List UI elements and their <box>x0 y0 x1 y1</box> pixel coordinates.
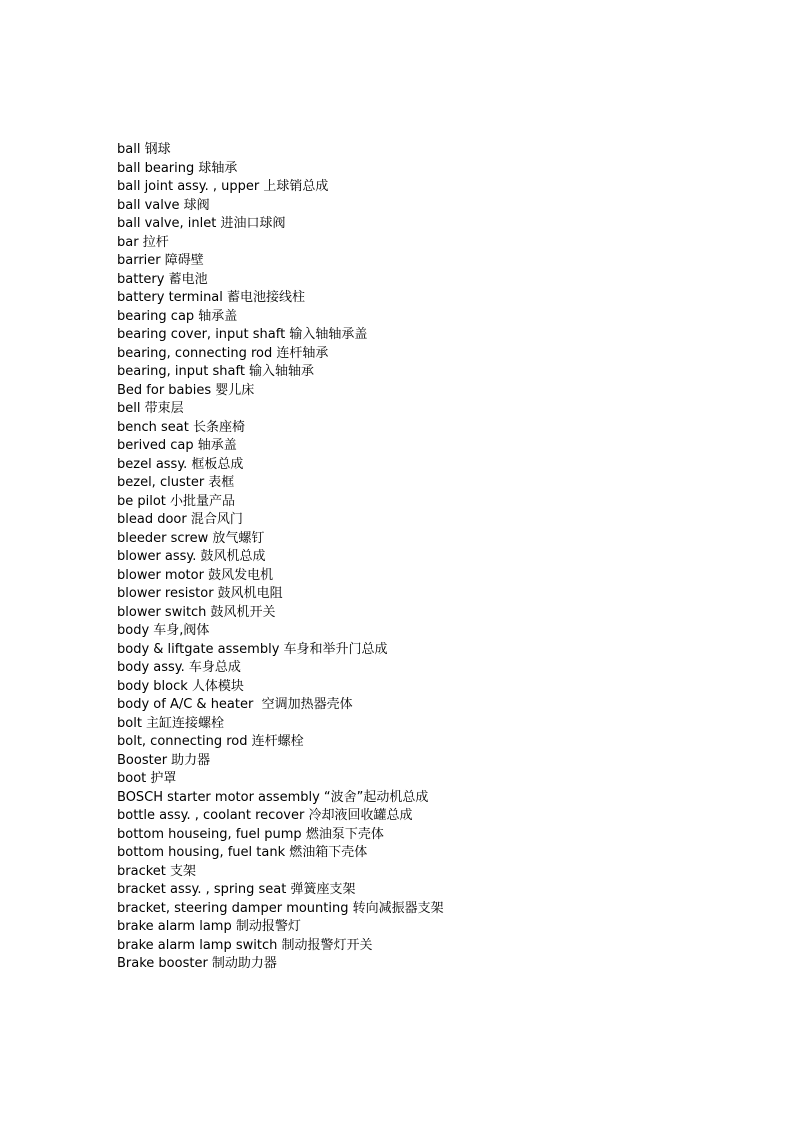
glossary-entry: blower motor 鼓风发电机 <box>117 567 274 583</box>
glossary-entry: bearing, input shaft 输入轴轴承 <box>117 364 315 379</box>
glossary-entry: blower switch 鼓风机开关 <box>117 604 276 620</box>
glossary-entry: berived cap 轴承盖 <box>117 438 237 453</box>
glossary-entry: bracket, steering damper mounting 转向减振器支架 <box>117 900 444 916</box>
glossary-entry: bell 带束层 <box>117 401 184 416</box>
glossary-entry: bearing, connecting rod 连杆轴承 <box>117 345 329 361</box>
glossary-entry: ball valve, inlet 进油口球阀 <box>117 216 286 231</box>
glossary-entry: blower assy. 鼓风机总成 <box>117 549 266 564</box>
glossary-entry: brake alarm lamp 制动报警灯 <box>117 919 301 934</box>
glossary-entry: brake alarm lamp switch 制动报警灯开关 <box>117 937 373 953</box>
glossary-entry: bleeder screw 放气螺钉 <box>117 530 265 546</box>
glossary-entry: bearing cap 轴承盖 <box>117 308 238 324</box>
glossary-entry: blower resistor 鼓风机电阻 <box>117 586 283 601</box>
glossary-entry: battery terminal 蓄电池接线柱 <box>117 290 306 305</box>
glossary-entry: be pilot 小批量产品 <box>117 493 236 509</box>
glossary-entry: bottom houseing, fuel pump 燃油泵下壳体 <box>117 826 384 842</box>
glossary-entry: body 车身,阀体 <box>117 623 210 638</box>
glossary-entry: battery 蓄电池 <box>117 271 208 287</box>
glossary-entry: ball valve 球阀 <box>117 197 210 213</box>
glossary-entry: bezel assy. 框板总成 <box>117 456 244 472</box>
glossary-entry: bottom housing, fuel tank 燃油箱下壳体 <box>117 845 368 860</box>
glossary-list <box>117 141 444 974</box>
glossary-entry: body of A/C & heater 空调加热器壳体 <box>117 697 353 712</box>
glossary-entry: Booster 助力器 <box>117 752 211 768</box>
glossary-entry: ball bearing 球轴承 <box>117 160 238 176</box>
glossary-entry: bezel, cluster 表框 <box>117 475 235 490</box>
glossary-entry: bearing cover, input shaft 输入轴轴承盖 <box>117 327 368 342</box>
glossary-entry: body block 人体模块 <box>117 678 244 694</box>
glossary-entry: BOSCH starter motor assembly “波舍”起动机总成 <box>117 789 429 805</box>
glossary-entry: Brake booster 制动助力器 <box>117 956 277 971</box>
glossary-entry: bar 拉杆 <box>117 234 169 250</box>
glossary-entry: body & liftgate assembly 车身和举升门总成 <box>117 641 388 657</box>
glossary-entry: blead door 混合风门 <box>117 512 243 527</box>
glossary-entry: bottle assy. , coolant recover 冷却液回收罐总成 <box>117 808 413 823</box>
glossary-entry: bracket 支架 <box>117 863 197 879</box>
glossary-entry: boot 护罩 <box>117 771 177 786</box>
glossary-entry: ball 钢球 <box>117 142 171 157</box>
glossary-entry: ball joint assy. , upper 上球销总成 <box>117 179 329 194</box>
glossary-entry: bolt, connecting rod 连杆螺栓 <box>117 734 304 749</box>
glossary-entry: body assy. 车身总成 <box>117 660 241 675</box>
glossary-entry: Bed for babies 婴儿床 <box>117 382 255 398</box>
glossary-entry: barrier 障碍壁 <box>117 253 204 268</box>
glossary-entry: bench seat 长条座椅 <box>117 419 245 435</box>
glossary-entry: bracket assy. , spring seat 弹簧座支架 <box>117 882 356 897</box>
glossary-entry: bolt 主缸连接螺栓 <box>117 715 225 731</box>
